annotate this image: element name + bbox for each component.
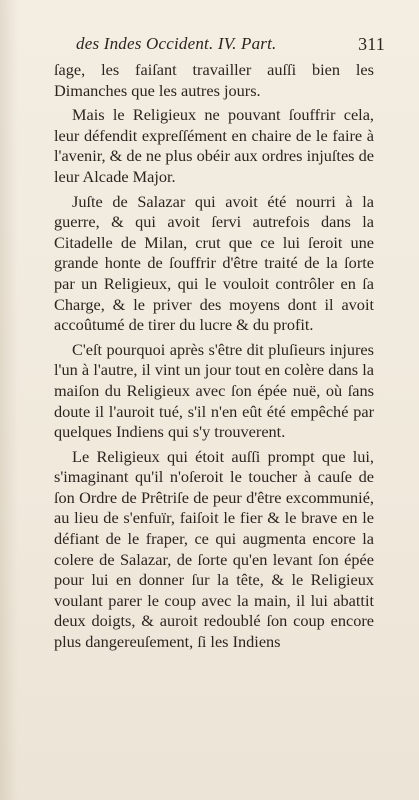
page-body [54, 60, 374, 653]
paragraph: Le Religieux qui étoit auſſi prompt que lui, s'imaginant qu'il n'oſeroit le toucher à cauſe de ſon Ordre de Prêtriſe de peur d'être excommunié, au lieu de s'enfuïr, faiſoit le fier & le brave en le défiant de le fraper, ce qui augmenta encore la colere de Salazar, de ſorte qu'en levant ſon épée pour lui en donner ſur la tête, & le Religieux voulant parer le coup avec la main, il lui abattit deux doigts, & auroit redoublé ſon coup encore plus dangereuſement, ſi les Indiens [54, 446, 374, 652]
paragraph: Mais le Religieux ne pouvant ſouffrir cela, leur défendit expreſſément en chaire de le faire à l'avenir, & de ne plus obéir aux ordres injuſtes de leur Alcade Major. [54, 105, 374, 186]
page-header [76, 28, 399, 56]
page-number: 311 [358, 34, 385, 54]
paragraph: Juſte de Salazar qui avoit été nourri à la guerre, & qui avoit ſervi autrefois dans la Citadelle de Milan, crut que ce lui ſeroit une grande honte de ſouffrir d'être traité de la ſorte par un Religieux, qui le vouloit contrôler en ſa Charge, & le priver des moyens dont il avoit accoûtumé de tirer du lucre & du profit. [54, 191, 374, 335]
paragraph-continuation: ſage, les faiſant travailler auſſi bien les Dimanches que les autres jours. [54, 60, 374, 100]
running-title: des Indes Occident. IV. Part. [76, 34, 277, 53]
paragraph: C'eſt pourquoi après s'être dit pluſieurs injures l'un à l'autre, il vint un jour tout en colère dans la maiſon du Religieux avec ſon épée nuë, où ſans doute il l'auroit tué, s'il n'en eût été empêché par quelques Indiens qui s'y trouverent. [54, 339, 374, 442]
